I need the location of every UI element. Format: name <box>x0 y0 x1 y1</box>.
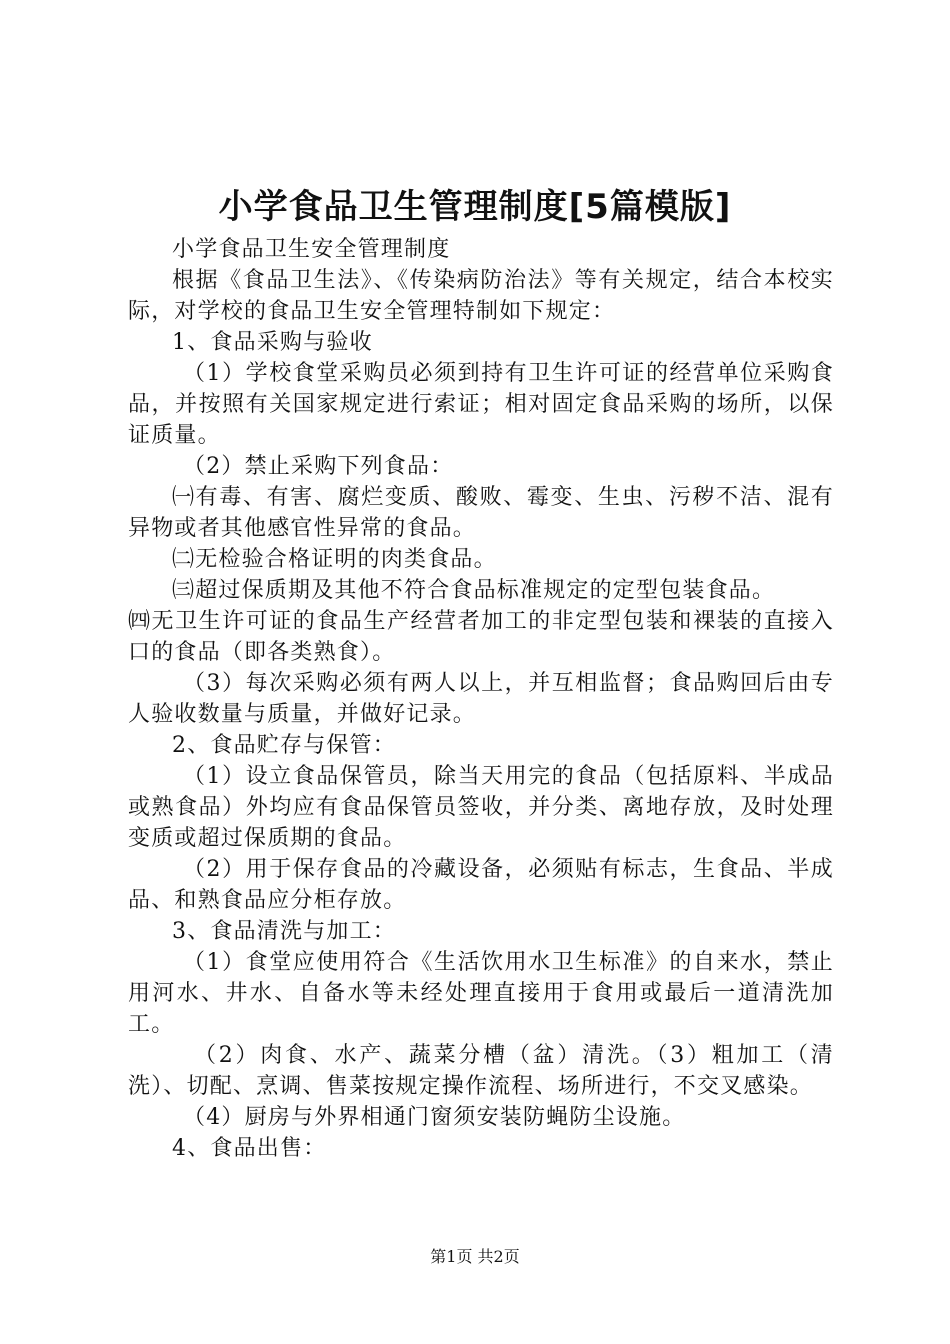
paragraph: （1）食堂应使用符合《生活饮用水卫生标准》的自来水，禁止用河水、井水、自备水等未经处理直接用于食用或最后一道清洗加工。 <box>128 950 834 1037</box>
document-title: 小学食品卫生管理制度[5篇模版] <box>218 187 732 227</box>
section-heading: 3、食品清洗与加工： <box>172 919 396 944</box>
paragraph: （2）禁止采购下列食品： <box>183 454 454 479</box>
list-item: ㈣无卫生许可证的食品生产经营者加工的非定型包装和裸装的直接入口的食品（即各类熟食）。 <box>128 609 834 665</box>
page-footer: 第1页 共2页 <box>430 1247 520 1266</box>
paragraph: （2）用于保存食品的冷藏设备，必须贴有标志，生食品、半成品、和熟食品应分柜存放。 <box>128 857 834 913</box>
list-item: ㈡无检验合格证明的肉类食品。 <box>172 547 497 572</box>
paragraph: （3）每次采购必须有两人以上，并互相监督；食品购回后由专人验收数量与质量，并做好记录。 <box>128 671 834 727</box>
section-heading: 4、食品出售： <box>172 1136 327 1161</box>
section-heading: 1、食品采购与验收 <box>172 330 373 355</box>
paragraph: 根据《食品卫生法》、《传染病防治法》等有关规定，结合本校实际，对学校的食品卫生安全管理特制如下规定： <box>128 268 834 324</box>
section-heading: 2、食品贮存与保管： <box>172 733 396 758</box>
paragraph: （2）肉食、水产、蔬菜分槽（盆）清洗。（3）粗加工（清洗）、切配、烹调、售菜按规定操作流程、场所进行，不交叉感染。 <box>128 1043 834 1099</box>
list-item: ㈢超过保质期及其他不符合食品标准规定的定型包装食品。 <box>172 578 776 603</box>
paragraph: （1）学校食堂采购员必须到持有卫生许可证的经营单位采购食品，并按照有关国家规定进行索证；相对固定食品采购的场所，以保证质量。 <box>128 361 834 448</box>
paragraph: （4）厨房与外界相通门窗须安装防蝇防尘设施。 <box>183 1105 686 1130</box>
paragraph: （1）设立食品保管员，除当天用完的食品（包括原料、半成品或熟食品）外均应有食品保管员签收，并分类、离地存放，及时处理变质或超过保质期的食品。 <box>128 764 834 851</box>
list-item: ㈠有毒、有害、腐烂变质、酸败、霉变、生虫、污秽不洁、混有异物或者其他感官性异常的食品。 <box>128 485 834 541</box>
document-body <box>128 234 834 1164</box>
paragraph: 小学食品卫生安全管理制度 <box>172 237 451 262</box>
